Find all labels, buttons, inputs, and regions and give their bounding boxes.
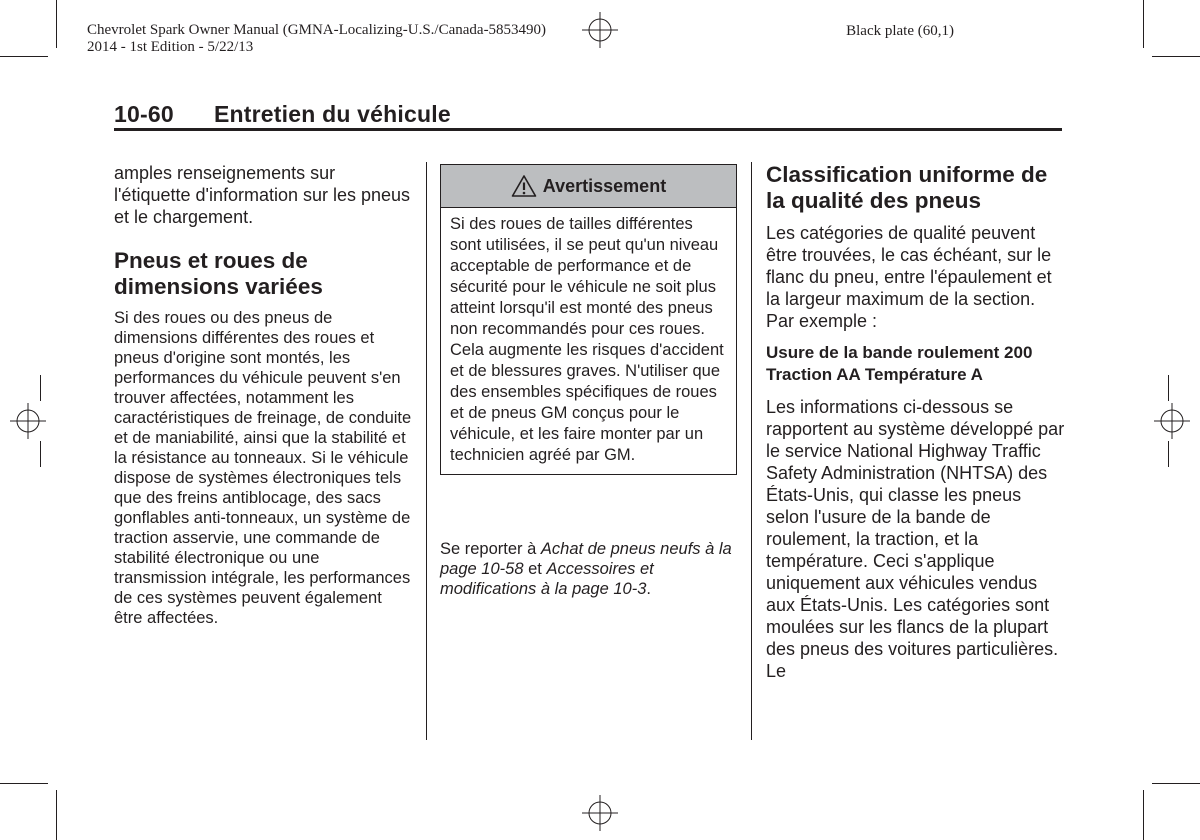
cross-reference <box>440 539 740 599</box>
utqg-example: Usure de la bande roulement 200 Traction AA Température A <box>766 343 1033 384</box>
column-divider-2 <box>751 162 752 740</box>
section-heading-utqg: Classification uniforme de la qualité des pneus <box>766 162 1048 213</box>
section-title: Entretien du véhicule <box>214 101 451 127</box>
column-3 <box>766 162 1066 682</box>
column-1 <box>114 162 414 628</box>
warning-title: Avertissement <box>542 175 667 196</box>
page-number: 10-60 <box>114 101 174 127</box>
utqg-body: Les informations ci-dessous se rapportent au système développé par le service National Highway Traffic Safety Administration (NHTSA) des États-Unis, qui classe les pneus selon l'usure de la bande de roulement, la traction, et la température. Ceci s'applique uniquement aux véhicules vendus aux États-Unis. Les catégories sont moulées sur les flancs de la plupart des pneus des voitures particulières. Le <box>766 397 1065 681</box>
section-heading: Pneus et roues de dimensions variées <box>114 248 323 299</box>
registration-mark-right <box>1152 401 1192 441</box>
registration-mark-left <box>8 401 48 441</box>
warning-triangle-icon <box>511 174 537 198</box>
ref-prefix: Se reporter à <box>440 540 537 558</box>
running-head <box>114 101 451 128</box>
plate-label: Black plate (60,1) <box>846 23 954 39</box>
registration-mark-bottom <box>580 793 620 833</box>
ref-conj: et <box>528 560 542 578</box>
edition-line: 2014 - 1st Edition - 5/22/13 <box>87 39 254 55</box>
print-header <box>87 22 546 56</box>
ref-link-accessories[interactable]: Accessoires et modifications à la page 10-3 <box>440 560 654 598</box>
warning-box <box>440 164 737 475</box>
column-divider-1 <box>426 162 427 740</box>
ref-link-tires[interactable]: Achat de pneus neufs à la page 10-58 <box>440 540 732 578</box>
manual-line: Chevrolet Spark Owner Manual (GMNA-Localizing-U.S./Canada-5853490) <box>87 22 547 38</box>
running-head-rule <box>114 128 1062 131</box>
ref-suffix: . <box>646 580 651 598</box>
warning-header <box>441 165 736 208</box>
body-paragraph: Si des roues ou des pneus de dimensions différentes des roues et pneus d'origine sont montés, les performances du véhicule peuvent s'en trouver affectées, notamment les caractéristiques de freinage, de conduite et de maniabilité, ainsi que la stabilité et la résistance au tonneaux. Si le véhicule dispose de systèmes électroniques tels que des freins antiblocage, des sacs gonflables anti-tonneaux, un système de traction asservie, une commande de stabilité électronique ou une transmission intégrale, les performances de ces systèmes peuvent également être affectées. <box>114 309 412 627</box>
intro-paragraph: amples renseignements sur l'étiquette d'information sur les pneus et le chargement. <box>114 163 411 227</box>
registration-mark-top <box>580 10 620 50</box>
utqg-intro: Les catégories de qualité peuvent être trouvées, le cas échéant, sur le flanc du pneu, entre l'épaulement et la largeur maximum de la section. Par exemple : <box>766 223 1052 331</box>
warning-text: Si des roues de tailles différentes sont utilisées, il se peut qu'un niveau acceptable de performance et de sécurité pour le véhicule ne soit plus atteint lorsqu'il est monté des pneus non recommandés pour ces roues. Cela augmente les risques d'accident et de blessures graves. N'utiliser que des ensembles spécifiques de roues et de pneus GM conçus pour le véhicule, et les faire monter par un technicien agréé par GM. <box>450 215 724 464</box>
